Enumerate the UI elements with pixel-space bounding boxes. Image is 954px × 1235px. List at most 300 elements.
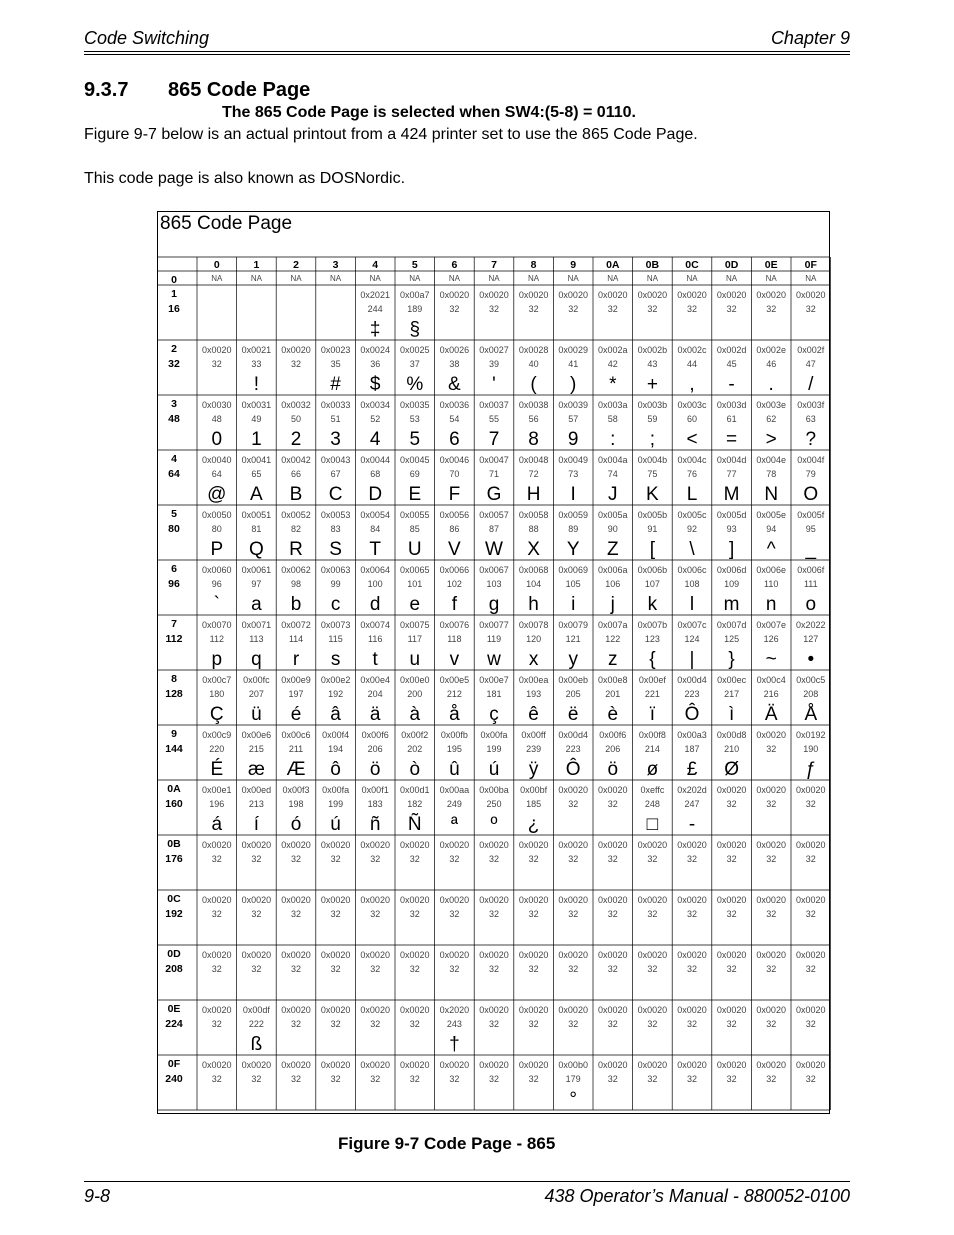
cell-hex-code: 0x007e bbox=[756, 620, 786, 630]
cell-glyph: â bbox=[330, 704, 341, 725]
cell-hex-code: 0x00f1 bbox=[361, 785, 389, 795]
cell-hex-code: 0x0032 bbox=[281, 400, 311, 410]
cell-hex-code: 0x0074 bbox=[360, 620, 390, 630]
row-label-hex: 8 bbox=[171, 673, 177, 685]
cell-decimal-code: 223 bbox=[565, 744, 581, 754]
row-label-hex: 5 bbox=[171, 508, 177, 520]
cell-decimal-code: 206 bbox=[367, 744, 383, 754]
cell-glyph: , bbox=[689, 374, 695, 395]
cell-hex-code: 0x0020 bbox=[360, 950, 390, 960]
cell-decimal-code: 121 bbox=[565, 634, 581, 644]
cell-glyph: + bbox=[646, 374, 658, 395]
cell-decimal-code: 215 bbox=[248, 744, 264, 754]
cell-hex-code: 0x0035 bbox=[400, 400, 430, 410]
cell-glyph: ; bbox=[649, 429, 656, 450]
cell-decimal-code: 32 bbox=[251, 854, 262, 864]
cell-decimal-code: 32 bbox=[370, 964, 381, 974]
cell-hex-code: 0x007a bbox=[598, 620, 628, 630]
cell-glyph: á bbox=[211, 814, 223, 835]
cell-hex-code: 0x00ed bbox=[241, 785, 272, 795]
cell-decimal-code: 32 bbox=[290, 964, 302, 974]
row-label-hex: 3 bbox=[171, 398, 177, 410]
cell-glyph: ÿ bbox=[528, 759, 539, 780]
cell-glyph: ( bbox=[530, 374, 537, 395]
cell-decimal-code: 187 bbox=[684, 744, 700, 754]
cell-hex-code: 0x0020 bbox=[479, 1060, 509, 1070]
cell-glyph: o bbox=[805, 594, 817, 615]
cell-hex-code: 0x0020 bbox=[677, 1005, 707, 1015]
cell-decimal-code: 32 bbox=[409, 1074, 420, 1084]
cell-decimal-code: 32 bbox=[805, 854, 816, 864]
cell-hex-code: 0x006e bbox=[756, 565, 786, 575]
cell-hex-code: 0x00d4 bbox=[558, 730, 588, 740]
cell-glyph: û bbox=[449, 759, 460, 780]
cell-glyph: 5 bbox=[409, 429, 421, 450]
cell-decimal-code: 124 bbox=[684, 634, 700, 644]
cell-glyph: u bbox=[409, 649, 421, 670]
cell-glyph: ï bbox=[649, 704, 656, 725]
cell-hex-code: 0x0020 bbox=[202, 840, 232, 850]
cell-glyph: Å bbox=[804, 704, 818, 725]
cell-hex-code: 0x004c bbox=[677, 455, 707, 465]
na-label: NA bbox=[211, 274, 223, 283]
cell-hex-code: 0x0079 bbox=[558, 620, 588, 630]
cell-decimal-code: 195 bbox=[446, 744, 462, 754]
row-label-hex: 0 bbox=[171, 274, 177, 286]
cell-decimal-code: 32 bbox=[568, 799, 579, 809]
row-label-dec: 80 bbox=[168, 523, 180, 535]
cell-decimal-code: 32 bbox=[647, 854, 658, 864]
cell-hex-code: 0x0070 bbox=[202, 620, 232, 630]
cell-hex-code: 0x0036 bbox=[439, 400, 470, 410]
cell-hex-code: 0x0037 bbox=[479, 400, 509, 410]
cell-hex-code: 0x0027 bbox=[479, 345, 509, 355]
paragraph-1: Figure 9-7 below is an actual printout from a 424 printer set to use the 865 Code Page. bbox=[84, 126, 698, 143]
cell-decimal-code: 74 bbox=[607, 469, 618, 479]
cell-decimal-code: 32 bbox=[766, 964, 777, 974]
cell-hex-code: 0x00df bbox=[242, 1005, 270, 1015]
cell-decimal-code: 69 bbox=[409, 469, 420, 479]
cell-hex-code: 0x0020 bbox=[439, 950, 470, 960]
cell-hex-code: 0x002b bbox=[637, 345, 668, 355]
cell-decimal-code: 32 bbox=[290, 854, 302, 864]
cell-hex-code: 0x0020 bbox=[479, 290, 509, 300]
cell-hex-code: 0x0038 bbox=[518, 400, 549, 410]
cell-decimal-code: 89 bbox=[568, 524, 579, 534]
cell-decimal-code: 32 bbox=[647, 304, 658, 314]
cell-hex-code: 0x0020 bbox=[281, 895, 311, 905]
cell-glyph: ú bbox=[488, 759, 500, 780]
cell-glyph: { bbox=[649, 649, 656, 670]
row-label-dec: 192 bbox=[165, 908, 183, 920]
cell-glyph: § bbox=[409, 319, 421, 340]
cell-hex-code: 0x0066 bbox=[439, 565, 470, 575]
column-header: 7 bbox=[491, 259, 497, 271]
figure-caption: Figure 9-7 Code Page - 865 bbox=[338, 1134, 556, 1153]
cell-decimal-code: 102 bbox=[446, 579, 462, 589]
cell-decimal-code: 76 bbox=[686, 469, 698, 479]
row-label-hex: 0D bbox=[167, 948, 181, 960]
cell-decimal-code: 249 bbox=[446, 799, 462, 809]
cell-hex-code: 0x0020 bbox=[756, 785, 786, 795]
row-label-hex: 0B bbox=[167, 838, 181, 850]
cell-decimal-code: 32 bbox=[449, 854, 460, 864]
cell-hex-code: 0x00fb bbox=[440, 730, 468, 740]
cell-hex-code: 0x0020 bbox=[796, 840, 826, 850]
cell-glyph: T bbox=[369, 539, 382, 560]
cell-decimal-code: 213 bbox=[248, 799, 264, 809]
cell-decimal-code: 244 bbox=[367, 304, 383, 314]
cell-decimal-code: 222 bbox=[248, 1019, 264, 1029]
cell-glyph: F bbox=[448, 484, 461, 505]
cell-decimal-code: 44 bbox=[686, 359, 698, 369]
cell-glyph: _ bbox=[805, 539, 817, 560]
column-header: 4 bbox=[372, 259, 379, 271]
row-label-hex: 2 bbox=[171, 343, 177, 355]
cell-glyph: ì bbox=[728, 704, 735, 725]
cell-decimal-code: 32 bbox=[370, 854, 381, 864]
cell-decimal-code: 181 bbox=[486, 689, 502, 699]
row-label-hex: 4 bbox=[171, 453, 177, 465]
cell-hex-code: 0x0020 bbox=[756, 895, 786, 905]
row-label-hex: 6 bbox=[171, 563, 177, 575]
na-label: NA bbox=[250, 274, 262, 283]
cell-hex-code: 0x0065 bbox=[400, 565, 430, 575]
cell-glyph: N bbox=[764, 484, 779, 505]
cell-decimal-code: 123 bbox=[644, 634, 660, 644]
cell-glyph: @ bbox=[207, 484, 227, 505]
cell-glyph: M bbox=[723, 484, 740, 505]
cell-glyph: ö bbox=[607, 759, 619, 780]
cell-decimal-code: 221 bbox=[644, 689, 660, 699]
cell-decimal-code: 32 bbox=[211, 909, 222, 919]
cell-decimal-code: 32 bbox=[251, 964, 262, 974]
cell-decimal-code: 32 bbox=[528, 1074, 539, 1084]
cell-decimal-code: 32 bbox=[449, 909, 460, 919]
cell-decimal-code: 92 bbox=[686, 524, 698, 534]
cell-decimal-code: 32 bbox=[449, 1074, 460, 1084]
cell-glyph: O bbox=[803, 484, 819, 505]
na-label: NA bbox=[567, 274, 579, 283]
cell-decimal-code: 99 bbox=[330, 579, 341, 589]
cell-glyph: Ô bbox=[684, 704, 700, 725]
cell-hex-code: 0x00e1 bbox=[202, 785, 232, 795]
row-label-dec: 160 bbox=[165, 798, 183, 810]
na-label: NA bbox=[369, 274, 381, 283]
cell-hex-code: 0x0020 bbox=[400, 950, 430, 960]
cell-hex-code: 0x002f bbox=[797, 345, 825, 355]
cell-decimal-code: 32 bbox=[686, 964, 698, 974]
cell-decimal-code: 32 bbox=[211, 964, 222, 974]
cell-glyph: y bbox=[568, 649, 578, 670]
cell-decimal-code: 32 bbox=[488, 964, 500, 974]
row-label-hex: 7 bbox=[171, 618, 177, 630]
cell-hex-code: 0x2020 bbox=[439, 1005, 470, 1015]
cell-hex-code: 0x0020 bbox=[637, 950, 668, 960]
cell-decimal-code: 194 bbox=[328, 744, 344, 754]
section-number: 9.3.7 bbox=[84, 79, 129, 101]
cell-glyph: G bbox=[486, 484, 502, 505]
cell-decimal-code: 81 bbox=[251, 524, 262, 534]
cell-decimal-code: 32 bbox=[568, 909, 579, 919]
cell-hex-code: 0x003b bbox=[637, 400, 668, 410]
cell-glyph: l bbox=[689, 594, 695, 615]
cell-decimal-code: 91 bbox=[647, 524, 658, 534]
row-label-dec: 128 bbox=[165, 688, 183, 700]
cell-decimal-code: 32 bbox=[528, 304, 539, 314]
cell-decimal-code: 32 bbox=[330, 1074, 341, 1084]
cell-decimal-code: 39 bbox=[488, 359, 500, 369]
cell-hex-code: 0x0047 bbox=[479, 455, 509, 465]
cell-decimal-code: 48 bbox=[211, 414, 222, 424]
cell-decimal-code: 211 bbox=[288, 744, 304, 754]
cell-decimal-code: 32 bbox=[370, 909, 381, 919]
cell-hex-code: 0x002e bbox=[756, 345, 786, 355]
cell-glyph: % bbox=[406, 374, 424, 395]
cell-decimal-code: 214 bbox=[644, 744, 660, 754]
cell-decimal-code: 248 bbox=[644, 799, 660, 809]
cell-hex-code: 0x0054 bbox=[360, 510, 390, 520]
cell-hex-code: 0x0020 bbox=[558, 290, 588, 300]
cell-decimal-code: 46 bbox=[766, 359, 777, 369]
cell-hex-code: 0x0020 bbox=[518, 1005, 549, 1015]
cell-decimal-code: 32 bbox=[686, 1074, 698, 1084]
cell-decimal-code: 32 bbox=[211, 854, 222, 864]
header-section-title: Code Switching bbox=[84, 28, 210, 48]
cell-hex-code: 0x00aa bbox=[439, 785, 470, 795]
header-chapter: Chapter 9 bbox=[770, 28, 850, 48]
cell-decimal-code: 32 bbox=[607, 909, 618, 919]
cell-decimal-code: 198 bbox=[288, 799, 304, 809]
cell-decimal-code: 32 bbox=[488, 1074, 500, 1084]
cell-glyph: x bbox=[528, 649, 539, 670]
cell-hex-code: 0x0048 bbox=[518, 455, 549, 465]
cell-decimal-code: 220 bbox=[209, 744, 225, 754]
cell-hex-code: 0x00fa bbox=[480, 730, 508, 740]
cell-hex-code: 0x00ec bbox=[717, 675, 747, 685]
cell-hex-code: 0x0020 bbox=[400, 1060, 430, 1070]
cell-hex-code: 0x0020 bbox=[202, 950, 232, 960]
cell-decimal-code: 32 bbox=[805, 799, 816, 809]
cell-hex-code: 0x0020 bbox=[756, 950, 786, 960]
cell-hex-code: 0x00e7 bbox=[479, 675, 509, 685]
cell-hex-code: 0x004f bbox=[797, 455, 825, 465]
row-label-dec: 144 bbox=[165, 743, 183, 755]
cell-hex-code: 0x0020 bbox=[796, 950, 826, 960]
cell-decimal-code: 93 bbox=[726, 524, 737, 534]
cell-glyph: ' bbox=[492, 374, 496, 395]
row-label-dec: 64 bbox=[168, 468, 180, 480]
na-label: NA bbox=[290, 274, 302, 283]
cell-decimal-code: 32 bbox=[449, 304, 460, 314]
cell-hex-code: 0x0061 bbox=[241, 565, 272, 575]
cell-glyph: B bbox=[289, 484, 303, 505]
cell-decimal-code: 86 bbox=[449, 524, 460, 534]
cell-hex-code: 0x00d1 bbox=[400, 785, 430, 795]
cell-glyph: ¿ bbox=[527, 814, 540, 835]
cell-hex-code: 0x0041 bbox=[241, 455, 272, 465]
cell-glyph: w bbox=[487, 649, 501, 670]
cell-glyph: 0 bbox=[211, 429, 223, 450]
cell-glyph: ó bbox=[290, 814, 302, 835]
cell-glyph: e bbox=[409, 594, 421, 615]
cell-hex-code: 0x006f bbox=[797, 565, 825, 575]
cell-hex-code: 0x0020 bbox=[796, 1005, 826, 1015]
cell-decimal-code: 32 bbox=[330, 1019, 341, 1029]
cell-glyph: å bbox=[449, 704, 460, 725]
cell-decimal-code: 210 bbox=[724, 744, 740, 754]
na-label: NA bbox=[805, 274, 817, 283]
cell-hex-code: 0x006b bbox=[637, 565, 668, 575]
footer-rule bbox=[84, 1181, 850, 1182]
cell-hex-code: 0x00b0 bbox=[558, 1060, 588, 1070]
cell-hex-code: 0x00c5 bbox=[796, 675, 826, 685]
cell-decimal-code: 32 bbox=[488, 909, 500, 919]
cell-decimal-code: 64 bbox=[211, 469, 222, 479]
cell-hex-code: 0x0020 bbox=[241, 840, 272, 850]
cell-glyph: j bbox=[610, 594, 615, 615]
cell-hex-code: 0x0020 bbox=[518, 1060, 549, 1070]
cell-hex-code: 0x0053 bbox=[320, 510, 351, 520]
cell-decimal-code: 101 bbox=[407, 579, 423, 589]
cell-glyph: n bbox=[765, 594, 777, 615]
cell-decimal-code: 200 bbox=[407, 689, 423, 699]
cell-hex-code: 0x0025 bbox=[400, 345, 430, 355]
cell-decimal-code: 50 bbox=[290, 414, 302, 424]
cell-hex-code: 0x0031 bbox=[241, 400, 272, 410]
cell-decimal-code: 32 bbox=[409, 854, 420, 864]
cell-glyph: ú bbox=[330, 814, 341, 835]
cell-glyph: i bbox=[571, 594, 576, 615]
cell-decimal-code: 54 bbox=[449, 414, 460, 424]
cell-hex-code: 0x0068 bbox=[518, 565, 549, 575]
cell-glyph: ? bbox=[805, 429, 817, 450]
cell-glyph: 9 bbox=[567, 429, 579, 450]
cell-glyph: □ bbox=[646, 814, 659, 835]
cell-decimal-code: 32 bbox=[607, 1019, 618, 1029]
cell-hex-code: 0x0057 bbox=[479, 510, 509, 520]
cell-decimal-code: 32 bbox=[726, 304, 737, 314]
cell-hex-code: 0x003f bbox=[797, 400, 825, 410]
cell-hex-code: 0x00e8 bbox=[598, 675, 628, 685]
cell-hex-code: 0x0020 bbox=[320, 950, 351, 960]
cell-decimal-code: 202 bbox=[407, 744, 423, 754]
cell-hex-code: 0x0020 bbox=[202, 1060, 232, 1070]
column-header: 5 bbox=[411, 259, 418, 271]
cell-decimal-code: 100 bbox=[367, 579, 383, 589]
cell-decimal-code: 103 bbox=[486, 579, 502, 589]
cell-hex-code: 0x0020 bbox=[202, 1005, 232, 1015]
cell-glyph: £ bbox=[686, 759, 698, 780]
column-header: 0F bbox=[804, 259, 817, 271]
cell-decimal-code: 53 bbox=[409, 414, 420, 424]
na-label: NA bbox=[726, 274, 738, 283]
cell-decimal-code: 32 bbox=[726, 909, 737, 919]
cell-hex-code: 0x0020 bbox=[281, 950, 311, 960]
cell-glyph: Ä bbox=[764, 704, 778, 725]
cell-hex-code: 0x00f8 bbox=[638, 730, 666, 740]
cell-hex-code: 0x00fa bbox=[322, 785, 350, 795]
cell-hex-code: 0x0073 bbox=[320, 620, 351, 630]
cell-decimal-code: 243 bbox=[446, 1019, 462, 1029]
cell-hex-code: 0x0020 bbox=[716, 950, 747, 960]
cell-decimal-code: 109 bbox=[724, 579, 740, 589]
cell-decimal-code: 32 bbox=[805, 909, 816, 919]
cell-decimal-code: 196 bbox=[209, 799, 225, 809]
cell-hex-code: 0x0045 bbox=[400, 455, 430, 465]
cell-hex-code: 0x00d4 bbox=[677, 675, 707, 685]
cell-glyph: ô bbox=[330, 759, 341, 780]
cell-hex-code: 0x00f6 bbox=[361, 730, 389, 740]
cell-glyph: > bbox=[765, 429, 777, 450]
row-label-dec: 16 bbox=[168, 303, 180, 315]
cell-glyph: R bbox=[289, 539, 303, 560]
cell-decimal-code: 87 bbox=[488, 524, 500, 534]
cell-decimal-code: 204 bbox=[367, 689, 383, 699]
cell-decimal-code: 82 bbox=[290, 524, 302, 534]
cell-hex-code: 0x0020 bbox=[756, 730, 786, 740]
cell-decimal-code: 32 bbox=[409, 909, 420, 919]
cell-decimal-code: 239 bbox=[526, 744, 542, 754]
cell-hex-code: 0x0020 bbox=[202, 345, 232, 355]
column-header: 3 bbox=[332, 259, 339, 271]
cell-hex-code: 0x00fc bbox=[243, 675, 270, 685]
cell-hex-code: 0x0020 bbox=[400, 1005, 430, 1015]
cell-hex-code: 0x00c4 bbox=[756, 675, 786, 685]
cell-hex-code: 0x004b bbox=[637, 455, 668, 465]
cell-decimal-code: 32 bbox=[805, 964, 816, 974]
cell-glyph: S bbox=[329, 539, 342, 560]
cell-hex-code: 0x0028 bbox=[518, 345, 549, 355]
cell-decimal-code: 104 bbox=[526, 579, 542, 589]
cell-glyph: / bbox=[808, 374, 814, 395]
cell-decimal-code: 77 bbox=[726, 469, 737, 479]
cell-decimal-code: 32 bbox=[766, 1074, 777, 1084]
cell-glyph: ç bbox=[489, 704, 499, 725]
cell-glyph: ª bbox=[450, 814, 458, 835]
cell-glyph: q bbox=[251, 649, 262, 670]
cell-decimal-code: 78 bbox=[766, 469, 777, 479]
cell-glyph: s bbox=[330, 649, 341, 670]
cell-hex-code: 0x0020 bbox=[518, 840, 549, 850]
cell-decimal-code: 223 bbox=[684, 689, 700, 699]
cell-hex-code: 0x006c bbox=[677, 565, 707, 575]
cell-decimal-code: 192 bbox=[328, 689, 344, 699]
cell-glyph: ä bbox=[369, 704, 381, 725]
cell-decimal-code: 32 bbox=[330, 909, 341, 919]
cell-decimal-code: 32 bbox=[726, 854, 737, 864]
cell-hex-code: 0x0020 bbox=[716, 785, 747, 795]
cell-decimal-code: 32 bbox=[251, 909, 262, 919]
cell-decimal-code: 32 bbox=[409, 964, 420, 974]
cell-hex-code: 0x0071 bbox=[241, 620, 272, 630]
cell-decimal-code: 205 bbox=[565, 689, 581, 699]
cell-glyph: ø bbox=[646, 759, 659, 780]
cell-hex-code: 0x002d bbox=[716, 345, 747, 355]
cell-glyph: m bbox=[723, 594, 740, 615]
cell-decimal-code: 42 bbox=[607, 359, 618, 369]
cell-decimal-code: 52 bbox=[370, 414, 381, 424]
cell-hex-code: 0x00f3 bbox=[282, 785, 310, 795]
cell-glyph: C bbox=[328, 484, 343, 505]
cell-hex-code: 0x00c9 bbox=[202, 730, 232, 740]
cell-decimal-code: 116 bbox=[368, 634, 383, 644]
cell-decimal-code: 247 bbox=[684, 799, 700, 809]
na-label: NA bbox=[448, 274, 460, 283]
row-label-hex: 0A bbox=[167, 783, 181, 795]
cell-decimal-code: 32 bbox=[607, 964, 618, 974]
cell-hex-code: 0x00bf bbox=[520, 785, 548, 795]
